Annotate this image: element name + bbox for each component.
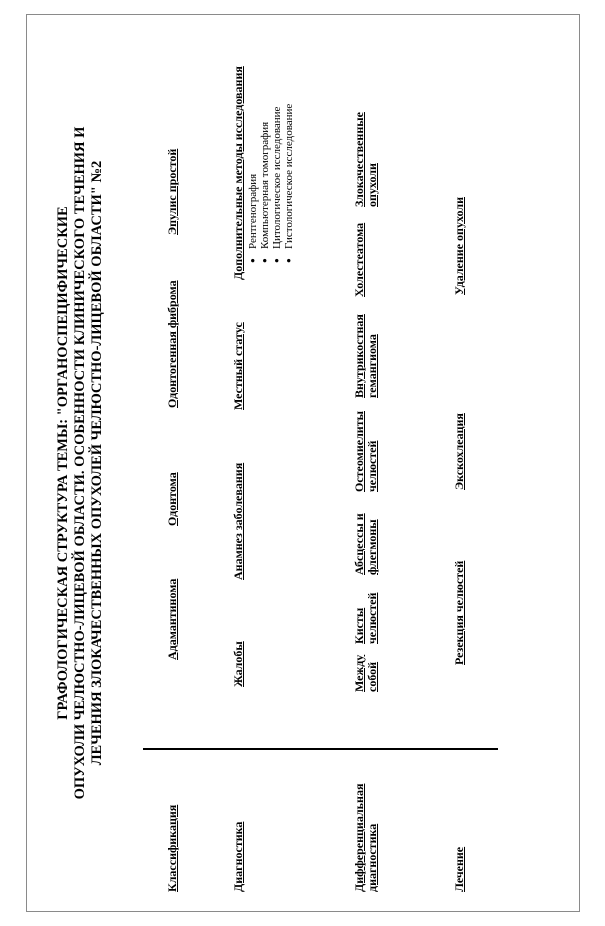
differential-item-hemangioma: Внутрикостная гемангиома	[352, 314, 379, 398]
title-line-2: ОПУХОЛИ ЧЕЛЮСТНО-ЛИЦЕВОЙ ОБЛАСТИ. ОСОБЕННОСТИ КЛИНИЧЕСКОГО ТЕЧЕНИЯ И	[72, 126, 88, 800]
differential-item-osteomyelitis: Остеомиелиты челюстей	[352, 411, 379, 492]
method-item: ● Рентгенография	[247, 104, 259, 265]
row-label-treatment: Лечение	[452, 846, 466, 892]
method-item: ● Гистологическое исследование	[283, 104, 295, 265]
title-line-3: ЛЕЧЕНИЯ ЗЛОКАЧЕСТВЕННЫХ ОПУХОЛЕЙ ЧЕЛЮСТНО-ЛИЦЕВОЙ ОБЛАСТИ" №2	[89, 160, 105, 766]
row-label-diagnostics: Диагностика	[231, 821, 245, 892]
diagnostics-item-complaints: Жалобы	[231, 641, 245, 687]
diagnostics-extra-methods-label: Дополнительные методы исследования	[231, 66, 245, 280]
method-item: ● Цитологическое исследование	[271, 104, 283, 265]
diagnostics-item-local-status: Местный статус	[231, 322, 245, 410]
classification-item-odontoma: Одонтома	[165, 472, 179, 526]
method-item: ● Компьютерная томография	[259, 104, 271, 265]
treatment-item-resection: Резекция челюстей	[452, 560, 466, 665]
rotated-content	[25, 16, 577, 910]
differential-item-cysts: Кисты челюстей	[352, 592, 379, 644]
differential-item-between: Между собой	[352, 654, 379, 692]
classification-item-epulis: Эпулис простой	[165, 148, 179, 235]
differential-item-abscesses: Абсцессы и флегмоны	[352, 513, 379, 575]
row-label-differential: Дифференциальная диагностика	[352, 783, 379, 892]
treatment-item-tumor-removal: Удаление опухоли	[452, 197, 466, 295]
diagnostics-item-anamnesis: Анамнез заболевания	[231, 462, 245, 580]
row-label-classification: Классификация	[165, 804, 179, 892]
vertical-divider	[143, 748, 498, 750]
diagnostics-methods-list	[247, 104, 295, 265]
title-line-1: ГРАФОЛОГИЧЕСКАЯ СТРУКТУРА ТЕМЫ: "ОРГАНОСПЕЦИФИЧЕСКИЕ	[55, 206, 71, 720]
differential-item-cholesteatoma: Холестеатома	[352, 222, 366, 297]
classification-item-odontogenic-fibroma: Одонтогенная фиброма	[165, 280, 179, 408]
differential-item-malignant: Злокачественные опухоли	[352, 112, 379, 207]
classification-item-adamantinoma: Адамантинома	[165, 578, 179, 660]
treatment-item-excochleation: Экскохлеация	[452, 413, 466, 490]
